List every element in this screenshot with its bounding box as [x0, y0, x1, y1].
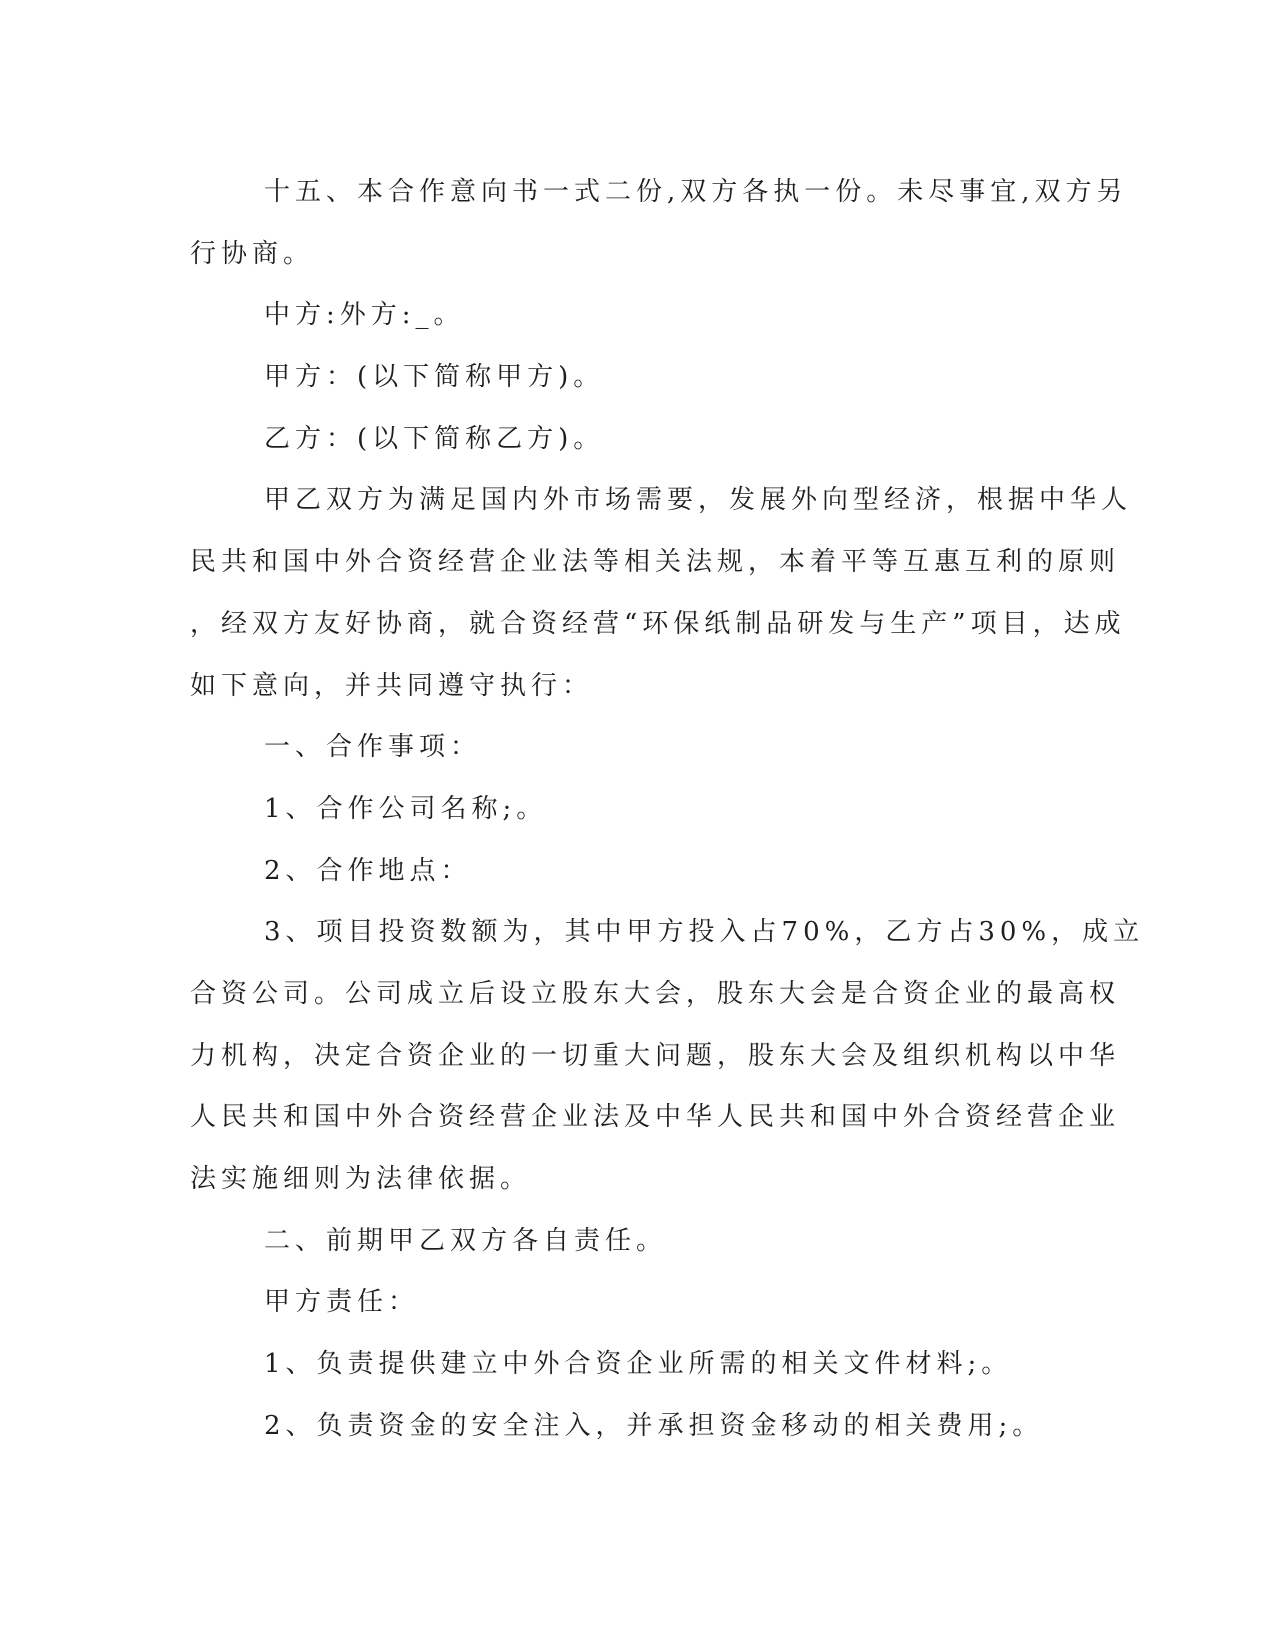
item-2-location: 2、合作地点： [264, 855, 472, 886]
preamble-line-3: ，经双方友好协商，就合资经营“环保纸制品研发与生产”项目，达成 [190, 608, 1126, 639]
item-3-line-3: 力机构，决定合资企业的一切重大问题，股东大会及组织机构以中华 [190, 1040, 1121, 1071]
item-3-line-1: 3、项目投资数额为，其中甲方投入占70%，乙方占30%，成立 [264, 917, 1145, 948]
item-1-company-name: 1、合作公司名称;。 [264, 793, 548, 824]
document-body [190, 162, 1145, 1457]
section-2-heading: 二、前期甲乙双方各自责任。 [264, 1225, 668, 1256]
clause-15-line-1: 十五、本合作意向书一式二份,双方各执一份。未尽事宜,双方另 [264, 177, 1128, 207]
party-a-responsibility-heading: 甲方责任： [264, 1287, 420, 1318]
party-china-foreign: 中方:外方:_。 [264, 300, 465, 331]
preamble-line-4: 如下意向，并共同遵守执行： [190, 670, 594, 701]
preamble-line-1: 甲乙双方为满足国内外市场需要，发展外向型经济，根据中华人 [264, 485, 1133, 516]
party-a-duty-2: 2、负责资金的安全注入，并承担资金移动的相关费用;。 [264, 1410, 1044, 1441]
party-b: 乙方：(以下简称乙方)。 [264, 423, 605, 454]
preamble-line-2: 民共和国中外合资经营企业法等相关法规，本着平等互惠互利的原则 [190, 547, 1121, 578]
section-1-heading: 一、合作事项： [264, 732, 482, 763]
party-a: 甲方：(以下简称甲方)。 [264, 362, 605, 393]
item-3-line-4: 人民共和国中外合资经营企业法及中华人民共和国中外合资经营企业 [190, 1102, 1121, 1133]
clause-15-line-2: 行协商。 [190, 238, 315, 269]
item-3-line-2: 合资公司。公司成立后设立股东大会，股东大会是合资企业的最高权 [190, 978, 1121, 1009]
item-3-line-5: 法实施细则为法律依据。 [190, 1164, 532, 1194]
party-a-duty-1: 1、负责提供建立中外合资企业所需的相关文件材料;。 [264, 1349, 1013, 1380]
